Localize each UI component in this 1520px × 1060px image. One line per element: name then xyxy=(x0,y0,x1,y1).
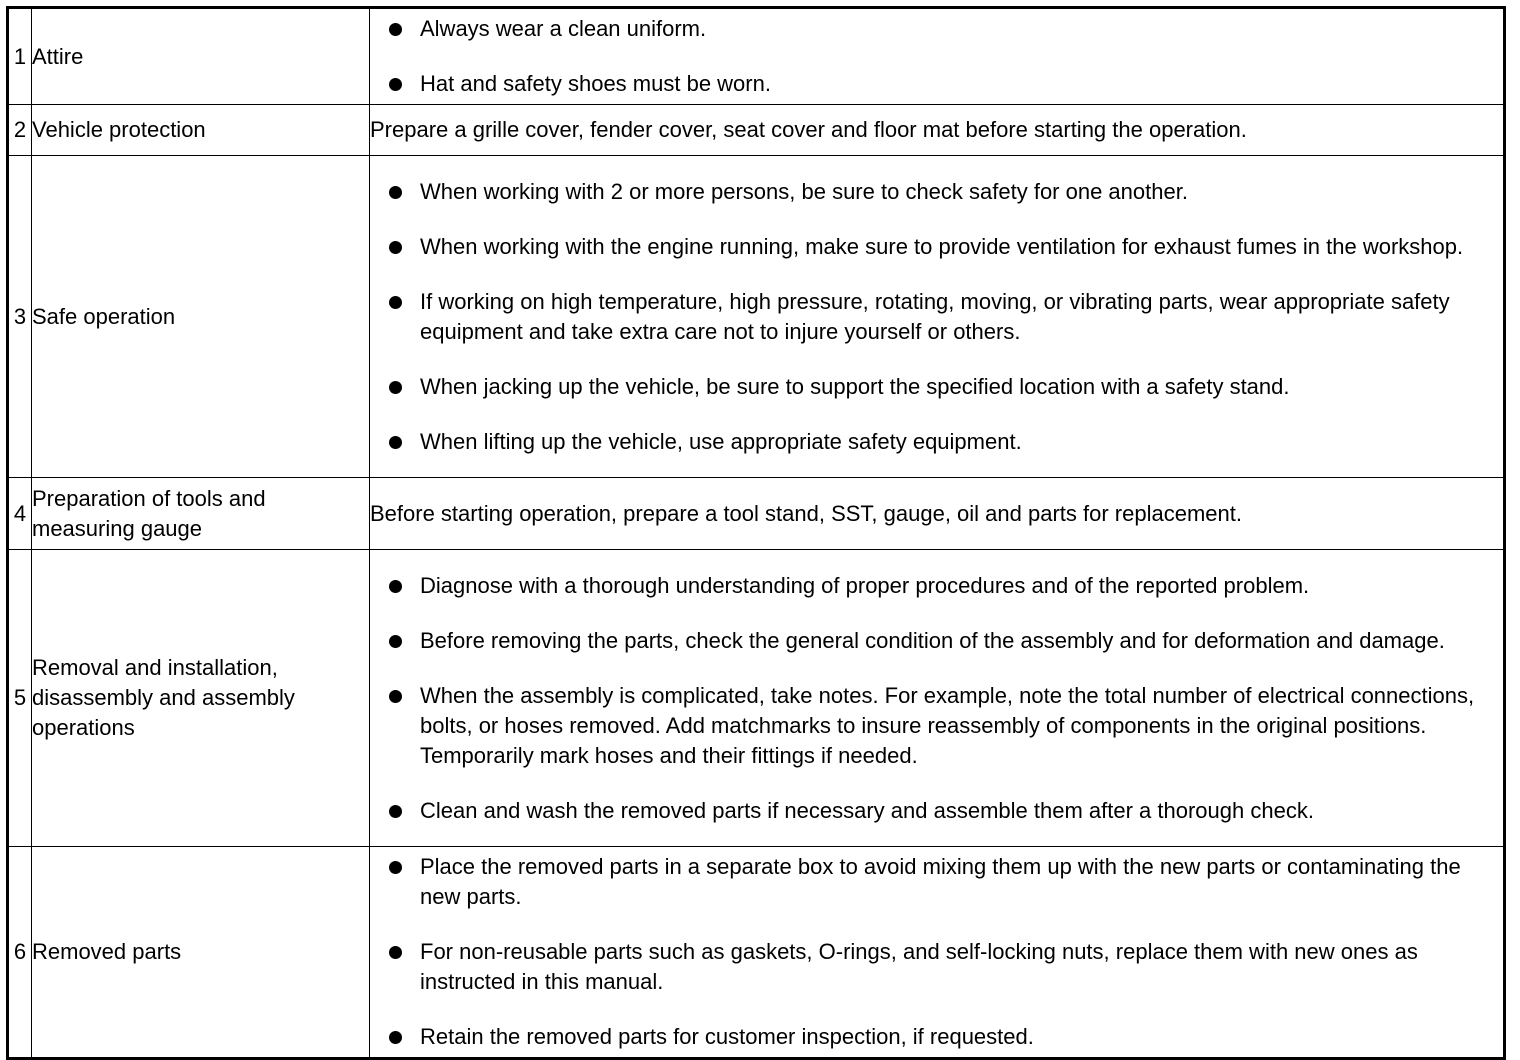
list-item xyxy=(370,852,1503,912)
list-item-text: Place the removed parts in a separate box to avoid mixing them up with the new parts or contaminating the new parts. xyxy=(420,854,1461,909)
bullet-icon xyxy=(389,1031,402,1044)
list-item xyxy=(370,796,1503,826)
bullet-list xyxy=(370,571,1503,826)
bullet-icon xyxy=(389,946,402,959)
bullet-icon xyxy=(389,436,402,449)
row-content xyxy=(370,8,1505,105)
row-label: Safe operation xyxy=(32,156,370,478)
list-item xyxy=(370,626,1503,656)
list-item-text: Always wear a clean uniform. xyxy=(420,16,707,41)
list-item xyxy=(370,69,1503,99)
table-row xyxy=(8,8,1505,105)
table-row xyxy=(8,847,1505,1059)
bullet-icon xyxy=(389,296,402,309)
precautions-table xyxy=(6,6,1506,1060)
bullet-icon xyxy=(389,861,402,874)
row-content xyxy=(370,156,1505,478)
list-item xyxy=(370,14,1503,44)
row-number: 4 xyxy=(8,478,32,550)
list-item-text: When lifting up the vehicle, use appropriate safety equipment. xyxy=(420,428,1022,454)
table-row xyxy=(8,478,1505,550)
list-item xyxy=(370,287,1503,347)
bullet-list xyxy=(370,177,1503,457)
row-label: Removal and installation, disassembly and assembly operations xyxy=(32,550,370,847)
precautions-document xyxy=(6,6,1506,1060)
row-label: Preparation of tools and measuring gauge xyxy=(32,478,370,550)
row-number: 6 xyxy=(8,847,32,1059)
list-item xyxy=(370,177,1503,207)
bullet-icon xyxy=(389,241,402,254)
bullet-icon xyxy=(389,78,402,91)
list-item xyxy=(370,372,1503,402)
row-content: Before starting operation, prepare a tool stand, SST, gauge, oil and parts for replacement. xyxy=(370,478,1505,550)
list-item-text: Diagnose with a thorough understanding of proper procedures and of the reported problem. xyxy=(420,572,1310,598)
row-content: Prepare a grille cover, fender cover, seat cover and floor mat before starting the operation. xyxy=(370,105,1505,156)
list-item-text: If working on high temperature, high pressure, rotating, moving, or vibrating parts, wear appropriate safety equipment and take extra care not to injure yourself or others. xyxy=(420,288,1450,344)
list-item-text: When the assembly is complicated, take notes. For example, note the total number of electrical connections, bolts, or hoses removed. Add matchmarks to insure reassembly of components in the original positions. Temporarily mark hoses and their fittings if needed. xyxy=(420,682,1475,768)
bullet-icon xyxy=(389,186,402,199)
bullet-icon xyxy=(389,580,402,593)
list-item xyxy=(370,681,1503,771)
bullet-icon xyxy=(389,23,402,36)
row-label: Removed parts xyxy=(32,847,370,1059)
list-item-text: Clean and wash the removed parts if necessary and assemble them after a thorough check. xyxy=(420,797,1314,823)
row-content xyxy=(370,847,1505,1059)
bullet-icon xyxy=(389,805,402,818)
row-label: Vehicle protection xyxy=(32,105,370,156)
row-number: 2 xyxy=(8,105,32,156)
row-number: 1 xyxy=(8,8,32,105)
list-item-text: Hat and safety shoes must be worn. xyxy=(420,71,771,96)
bullet-list xyxy=(370,852,1503,1052)
table-row xyxy=(8,550,1505,847)
list-item-text: Before removing the parts, check the general condition of the assembly and for deformation and damage. xyxy=(420,627,1445,653)
list-item xyxy=(370,427,1503,457)
bullet-icon xyxy=(389,635,402,648)
list-item xyxy=(370,1022,1503,1052)
bullet-icon xyxy=(389,381,402,394)
list-item xyxy=(370,232,1503,262)
list-item-text: When working with the engine running, make sure to provide ventilation for exhaust fumes in the workshop. xyxy=(420,233,1464,259)
table-row xyxy=(8,156,1505,478)
row-label: Attire xyxy=(32,8,370,105)
row-number: 5 xyxy=(8,550,32,847)
row-content xyxy=(370,550,1505,847)
bullet-icon xyxy=(389,690,402,703)
list-item xyxy=(370,937,1503,997)
list-item xyxy=(370,571,1503,601)
list-item-text: When working with 2 or more persons, be sure to check safety for one another. xyxy=(420,178,1188,204)
row-number: 3 xyxy=(8,156,32,478)
bullet-list xyxy=(370,14,1503,99)
list-item-text: For non-reusable parts such as gaskets, O-rings, and self-locking nuts, replace them with new ones as instructed in this manual. xyxy=(420,939,1418,994)
list-item-text: Retain the removed parts for customer inspection, if requested. xyxy=(420,1024,1034,1049)
table-row xyxy=(8,105,1505,156)
list-item-text: When jacking up the vehicle, be sure to support the specified location with a safety stand. xyxy=(420,373,1290,399)
